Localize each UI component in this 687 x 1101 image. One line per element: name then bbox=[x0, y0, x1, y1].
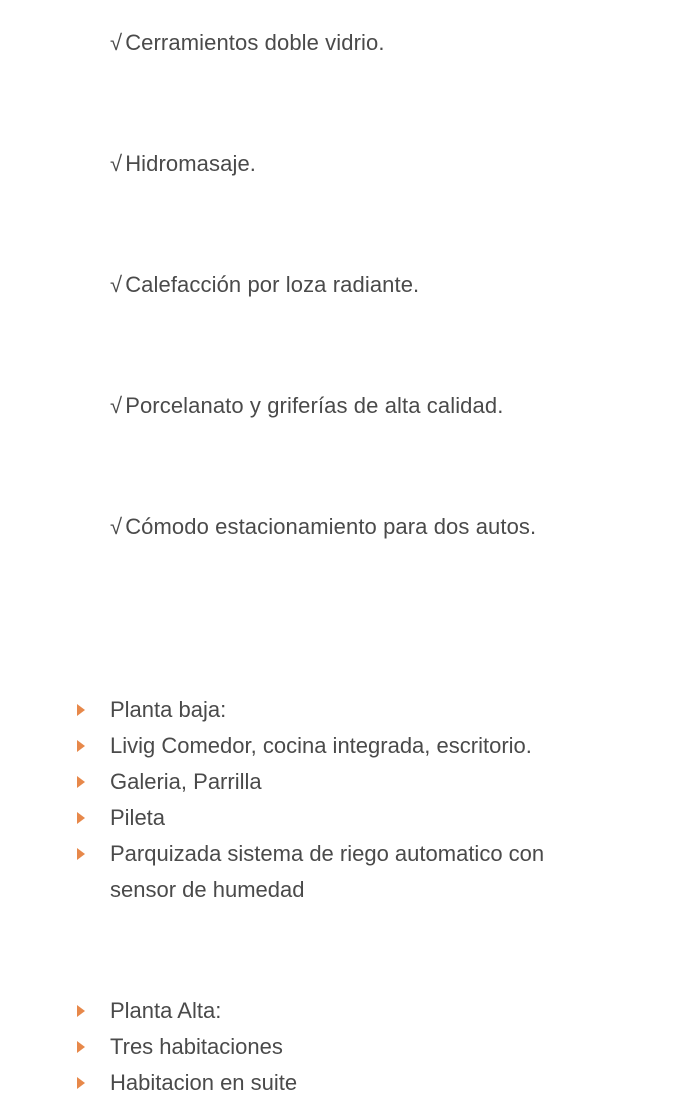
check-icon: √ bbox=[110, 151, 123, 176]
feature-text: Calefacción por loza radiante. bbox=[125, 272, 420, 297]
triangle-right-icon bbox=[77, 812, 85, 824]
list-item bbox=[0, 993, 590, 1029]
feature-item bbox=[110, 270, 536, 300]
feature-text: Cómodo estacionamiento para dos autos. bbox=[125, 514, 537, 539]
feature-item bbox=[110, 512, 536, 542]
feature-text: Cerramientos doble vidrio. bbox=[125, 30, 385, 55]
triangle-right-icon bbox=[77, 1077, 85, 1089]
list-item-text: Pileta bbox=[110, 805, 166, 830]
feature-item bbox=[110, 149, 536, 179]
triangle-right-icon bbox=[77, 740, 85, 752]
list-item-text: Livig Comedor, cocina integrada, escritorio. bbox=[110, 733, 532, 758]
check-icon: √ bbox=[110, 514, 123, 539]
list-item-text: Galeria, Parrilla bbox=[110, 769, 262, 794]
feature-text: Hidromasaje. bbox=[125, 151, 256, 176]
list-item-text: Parquizada sistema de riego automatico con sensor de humedad bbox=[110, 841, 545, 902]
triangle-right-icon bbox=[77, 1041, 85, 1053]
check-icon: √ bbox=[110, 393, 123, 418]
list-item bbox=[0, 1029, 590, 1065]
list-item-text: Habitacion en suite bbox=[110, 1070, 298, 1095]
planta-alta-list bbox=[0, 993, 590, 1101]
list-item-text: Planta baja: bbox=[110, 697, 227, 722]
feature-text: Porcelanato y griferías de alta calidad. bbox=[125, 393, 504, 418]
list-item bbox=[0, 836, 590, 908]
list-item bbox=[0, 800, 590, 836]
list-item bbox=[0, 1065, 590, 1101]
triangle-right-icon bbox=[77, 1005, 85, 1017]
list-item bbox=[0, 692, 590, 728]
list-item bbox=[0, 728, 590, 764]
list-item bbox=[0, 764, 590, 800]
list-item-text: Planta Alta: bbox=[110, 998, 222, 1023]
check-icon: √ bbox=[110, 30, 123, 55]
list-item-text: Tres habitaciones bbox=[110, 1034, 283, 1059]
planta-baja-list bbox=[0, 692, 590, 908]
triangle-right-icon bbox=[77, 704, 85, 716]
check-icon: √ bbox=[110, 272, 123, 297]
features-list bbox=[110, 28, 536, 633]
feature-item bbox=[110, 391, 536, 421]
triangle-right-icon bbox=[77, 848, 85, 860]
triangle-right-icon bbox=[77, 776, 85, 788]
feature-item bbox=[110, 28, 536, 58]
